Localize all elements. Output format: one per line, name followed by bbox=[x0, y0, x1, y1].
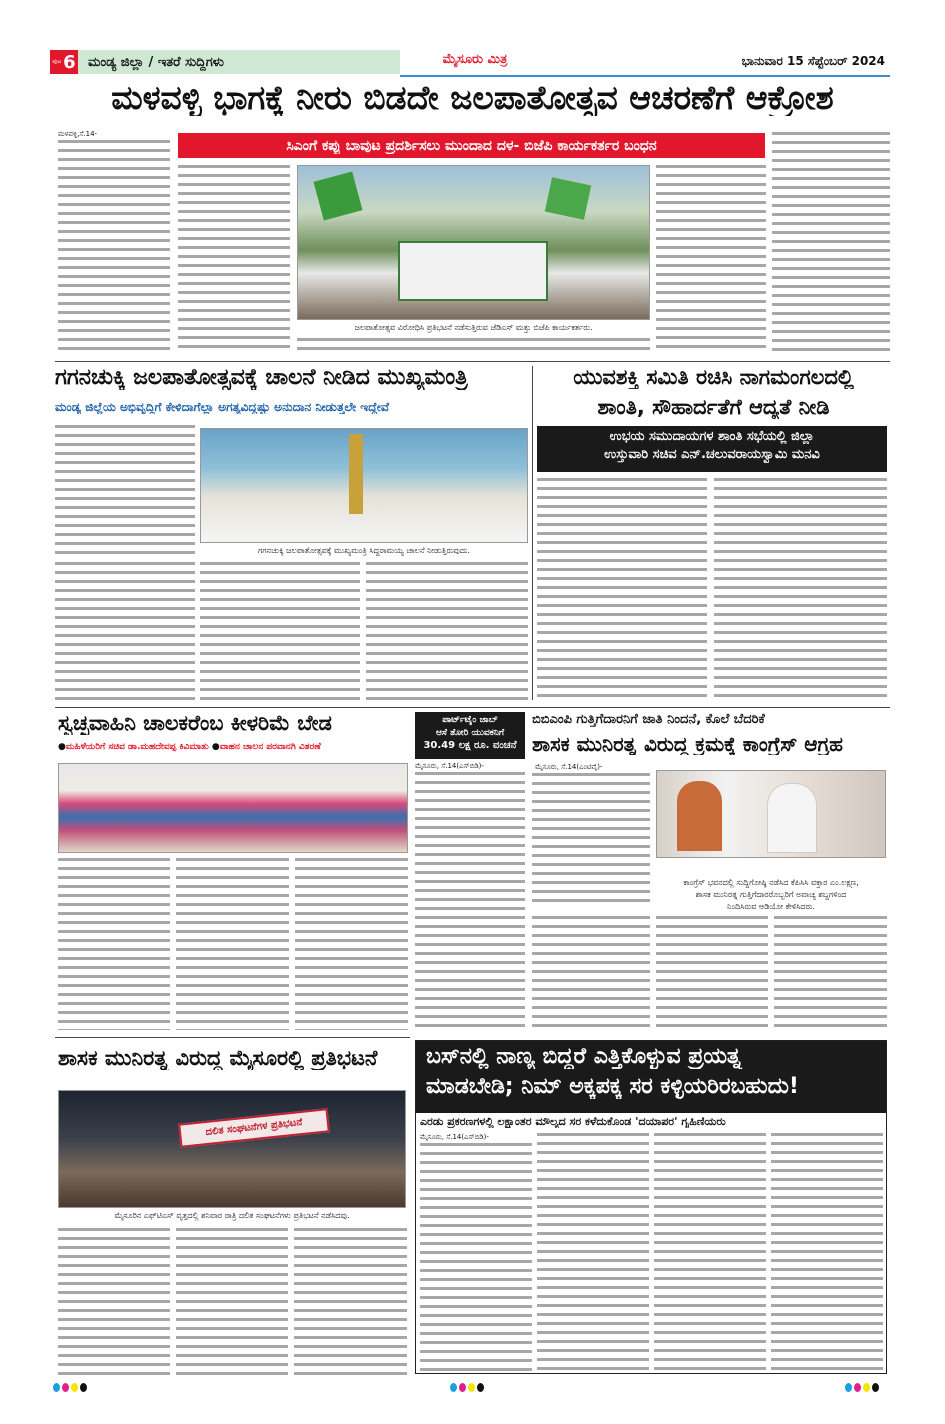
article1-body-col3 bbox=[297, 338, 650, 354]
article4-bullet2: ವಾಹನ ಚಾಲನ ಪರವಾನಗಿ ವಿತರಣೆ bbox=[219, 742, 321, 752]
article1-dateline: ಮಳವಳ್ಳಿ,ಸೆ.14- bbox=[58, 130, 98, 138]
article6-body-col1 bbox=[532, 773, 650, 908]
article4-body-col1 bbox=[58, 858, 170, 1030]
article1-body-col2 bbox=[178, 165, 290, 350]
article8-subhead: ಎರಡು ಪ್ರಕರಣಗಳಲ್ಲಿ ಲಕ್ಷಾಂತರ ಮೌಲ್ಯದ ಸರ ಕಳೆದುಕೊಂಡ 'ದಯಾಪರ' ಗೃಹಿಣಿಯರು bbox=[420, 1116, 726, 1128]
article8-headline-line2: ಮಾಡಬೇಡಿ; ನಿಮ್ ಅಕ್ಕಪಕ್ಕ ಸರ ಕಳ್ಳಿಯರಿರಬಹುದು! bbox=[426, 1075, 799, 1100]
article6-dateline: ಮೈಸೂರು, ಸೆ.14(ಎಂಟಿವೈ)- bbox=[535, 763, 603, 771]
press-meet-photo bbox=[656, 770, 886, 858]
article6-body-col4 bbox=[774, 916, 887, 1030]
article5-dateline: ಮೈಸೂರು, ಸೆ.14(ಎಸ್‌ಬಿಡಿ)- bbox=[415, 762, 484, 770]
section-bar bbox=[78, 50, 400, 74]
article6-caption-line2: ಶಾಸಕ ಮುನಿರತ್ನ ಗುತ್ತಿಗೆದಾರರೊಬ್ಬರಿಗೆ ಅವಾಚ್ಯ ಶಬ್ದಗಳಿಂದ bbox=[695, 890, 847, 899]
article4-body-col2 bbox=[176, 858, 289, 1030]
divider bbox=[55, 1037, 410, 1038]
article4-bullet1: ಮಹಿಳೆಯರಿಗೆ ಸಚಿವ ಡಾ.ಮಹದೇವಪ್ಪ ಕಿವಿಮಾತು bbox=[65, 742, 209, 752]
article3-body-col2 bbox=[714, 478, 887, 700]
article8-dateline: ಮೈಸೂರು, ಸೆ.14(ಎಸ್‌ಬಿಡಿ)- bbox=[420, 1133, 489, 1141]
registration-marks-left bbox=[53, 1377, 89, 1396]
article1-body-col4 bbox=[656, 165, 766, 350]
article7-body-col1 bbox=[58, 1228, 170, 1376]
registration-marks-right bbox=[845, 1377, 881, 1396]
article8-body-col3 bbox=[654, 1133, 766, 1371]
registration-marks-center bbox=[450, 1377, 486, 1396]
page-label: ಪುಟ bbox=[52, 58, 62, 65]
article5-box-line2: ಆಸೆ ತೋರಿ ಯುವಕನಿಗೆ bbox=[435, 727, 505, 738]
article5-body bbox=[415, 772, 525, 1030]
article3-body-col1 bbox=[537, 478, 707, 700]
article1-body-col1 bbox=[58, 140, 170, 350]
article8-body-col2 bbox=[537, 1133, 649, 1371]
bullet-icon: ● bbox=[211, 742, 220, 752]
protest-banner: ದಲಿತ ಸಂಘಟನೆಗಳ ಪ್ರತಿಭಟನೆ bbox=[178, 1108, 330, 1148]
article3-box-line2: ಉಸ್ತುವಾರಿ ಸಚಿವ ಎನ್.ಚಲುವರಾಯಸ್ವಾಮಿ ಮನವಿ bbox=[604, 448, 820, 463]
column-divider bbox=[532, 366, 533, 700]
article6-body-col2 bbox=[532, 916, 650, 1030]
article5-box-line3: 30.49 ಲಕ್ಷ ರೂ. ವಂಚನೆ bbox=[423, 740, 517, 752]
article7-body-col3 bbox=[294, 1228, 407, 1376]
article4-body-col3 bbox=[295, 858, 408, 1030]
article7-body-col2 bbox=[176, 1228, 288, 1376]
article1-subhead: ಸಿಎಂಗೆ ಕಪ್ಪು ಬಾವುಟ ಪ್ರದರ್ಶಿಸಲು ಮುಂದಾದ ದಳ- ಬಿಜೆಪಿ ಕಾರ್ಯಕರ್ತರ ಬಂಧನ bbox=[286, 137, 657, 154]
article2-body-col1 bbox=[55, 425, 195, 555]
divider bbox=[55, 361, 890, 362]
article6-caption-line1: ಕಾಂಗ್ರೆಸ್ ಭವನದಲ್ಲಿ ಸುದ್ದಿಗೋಷ್ಠಿ ನಡೆಸಿದ ಕೆಪಿಸಿಸಿ ವಕ್ತಾರ ಎಂ.ಲಕ್ಷ್ಮಣ, bbox=[683, 878, 859, 887]
article3-black-box bbox=[537, 426, 887, 472]
article6-headline: ಶಾಸಕ ಮುನಿರತ್ನ ವಿರುದ್ಧ ಕ್ರಮಕ್ಕೆ ಕಾಂಗ್ರೆಸ್ ಆಗ್ರಹ bbox=[532, 733, 843, 755]
page-number: 6 bbox=[63, 51, 76, 73]
article3-headline-line1: ಯುವಶಕ್ತಿ ಸಮಿತಿ ರಚಿಸಿ ನಾಗಮಂಗಲದಲ್ಲಿ bbox=[573, 366, 854, 389]
page-number-box bbox=[50, 50, 78, 74]
article2-body-col4 bbox=[366, 562, 528, 700]
article8-body-col1 bbox=[420, 1143, 532, 1371]
article1-body-col5 bbox=[772, 132, 890, 354]
protest-photo bbox=[297, 165, 650, 320]
article4-headline: ಸ್ವಚ್ಛವಾಹಿನಿ ಚಾಲಕರೆಂಬ ಕೀಳರಿಮೆ ಬೇಡ bbox=[58, 712, 332, 735]
bullet-icon: ● bbox=[58, 742, 66, 752]
article2-body-col3 bbox=[200, 562, 360, 700]
article2-headline: ಗಗನಚುಕ್ಕಿ ಜಲಪಾತೋತ್ಸವಕ್ಕೆ ಚಾಲನೆ ನೀಡಿದ ಮುಖ್ಯಮಂತ್ರಿ bbox=[55, 366, 468, 390]
article6-kicker: ಬಿಬಿಎಂಪಿ ಗುತ್ತಿಗೆದಾರನಿಗೆ ಜಾತಿ ನಿಂದನೆ, ಕೊಲೆ ಬೆದರಿಕೆ bbox=[532, 713, 765, 727]
article3-headline-line2: ಶಾಂತಿ, ಸೌಹಾರ್ದತೆಗೆ ಆದ್ಯತೆ ನೀಡಿ bbox=[597, 396, 830, 419]
article1-photo-caption: ಜಲಪಾತೋತ್ಸವ ವಿರೋಧಿಸಿ ಪ್ರತಿಭಟನೆ ನಡೆಸುತ್ತಿರುವ ಜೆಡಿಎಸ್ ಮತ್ತು ಬಿಜೆಪಿ ಕಾರ್ಯಕರ್ತರು. bbox=[354, 323, 593, 332]
article4-bullets bbox=[58, 742, 410, 752]
divider bbox=[55, 707, 890, 708]
article8-headline-box bbox=[416, 1041, 886, 1113]
header-rule bbox=[400, 75, 890, 77]
article3-box-line1: ಉಭಯ ಸಮುದಾಯಗಳ ಶಾಂತಿ ಸಭೆಯಲ್ಲಿ ಜಿಲ್ಲಾ bbox=[609, 430, 815, 444]
women-drivers-photo bbox=[58, 763, 408, 853]
article6-body-col3 bbox=[656, 916, 768, 1030]
paper-logo: ಮೈಸೂರು ಮಿತ್ರ bbox=[442, 52, 508, 67]
article2-body-col2 bbox=[55, 562, 195, 700]
article2-photo-caption: ಗಗನಚುಕ್ಕಿ ಜಲಪಾತೋತ್ಸವಕ್ಕೆ ಮುಖ್ಯಮಂತ್ರಿ ಸಿದ್ದರಾಮಯ್ಯ ಚಾಲನೆ ನೀಡುತ್ತಿರುವುದು. bbox=[257, 546, 471, 555]
article1-headline: ಮಳವಳ್ಳಿ ಭಾಗಕ್ಕೆ ನೀರು ಬಿಡದೇ ಜಲಪಾತೋತ್ಸವ ಆಚರಣೆಗೆ ಆಕ್ರೋಶ bbox=[111, 80, 834, 117]
section-title: ಮಂಡ್ಯ ಜಿಲ್ಲಾ / ಇತರೆ ಸುದ್ದಿಗಳು bbox=[88, 54, 224, 70]
page-date: ಭಾನುವಾರ 15 ಸೆಪ್ಟೆಂಬರ್ 2024 bbox=[741, 54, 885, 68]
article7-headline: ಶಾಸಕ ಮುನಿರತ್ನ ವಿರುದ್ಧ ಮೈಸೂರಲ್ಲಿ ಪ್ರತಿಭಟನೆ bbox=[58, 1047, 378, 1070]
article6-caption-line3: ನಿಂದಿಸಿರುವ ಆಡಿಯೋ ಕೇಳಿಸಿದರು. bbox=[727, 902, 815, 911]
cm-inauguration-photo bbox=[200, 428, 528, 543]
article8-headline-line1: ಬಸ್‌ನಲ್ಲಿ ನಾಣ್ಯ ಬಿದ್ದರೆ ಎತ್ತಿಕೊಳ್ಳುವ ಪ್ರಯತ್ನ bbox=[426, 1045, 742, 1069]
article5-box-line1: ಪಾರ್ಟ್‌ಟೈಂ ಜಾಬ್ bbox=[442, 715, 498, 725]
article5-black-box bbox=[415, 712, 525, 759]
article8-body-col4 bbox=[771, 1133, 883, 1371]
munirathna-protest-photo bbox=[58, 1090, 406, 1208]
article7-caption: ಮೈಸೂರಿನ ಎಫ್‌ಟಿಎಸ್ ವೃತ್ತದಲ್ಲಿ ಶನಿವಾರ ರಾತ್ರಿ ದಲಿತ ಸಂಘಟನೆಗಳು ಪ್ರತಿಭಟನೆ ನಡೆಸಿದವು. bbox=[114, 1211, 350, 1220]
article2-subhead: ಮಂಡ್ಯ ಜಿಲ್ಲೆಯ ಅಭಿವೃದ್ಧಿಗೆ ಕೇಳಿದಾಗೆಲ್ಲಾ ಅಗತ್ಯವಿದ್ದಷ್ಟು ಅನುದಾನ ನೀಡುತ್ತಲೇ ಇದ್ದೇವೆ bbox=[55, 401, 390, 414]
article1-subhead-banner bbox=[178, 133, 765, 158]
